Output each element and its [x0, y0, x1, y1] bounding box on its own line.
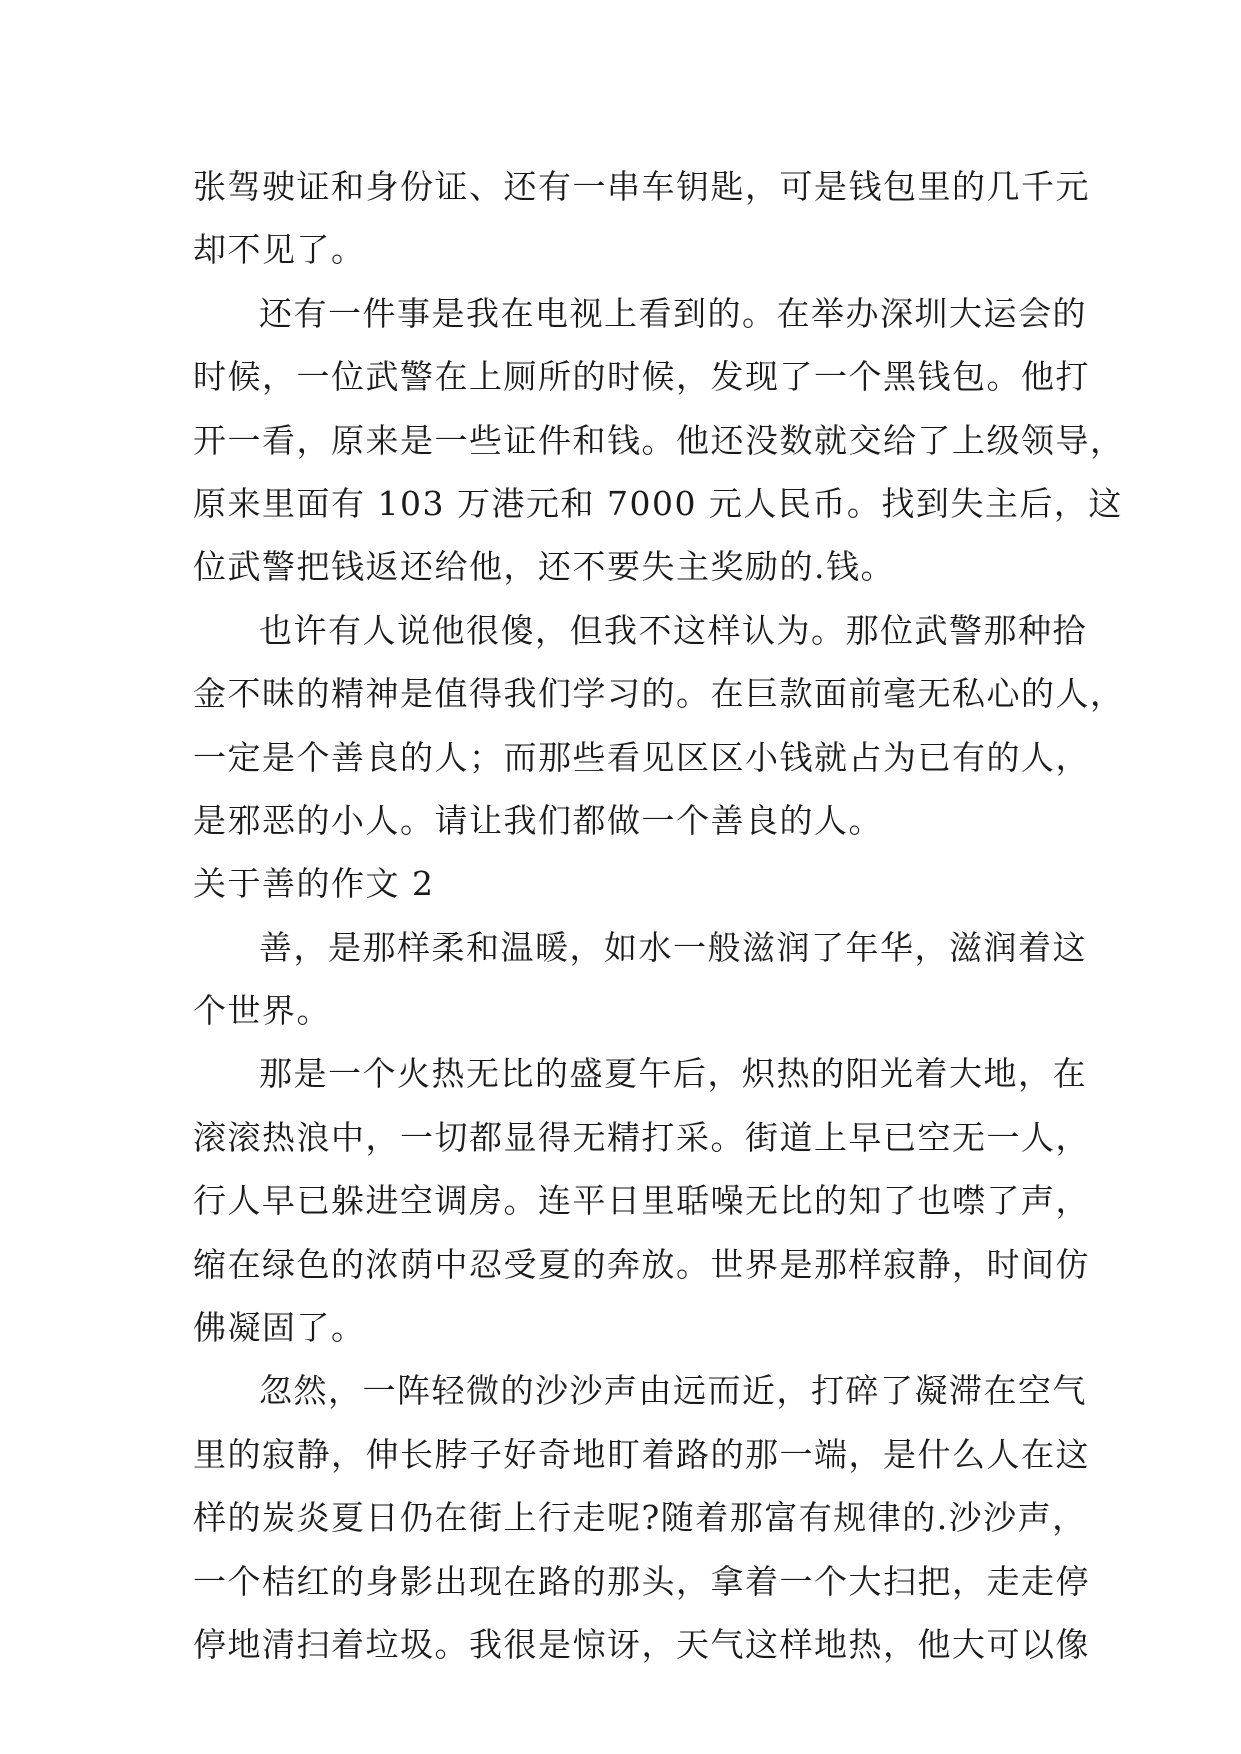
paragraph-first-line: 忽然，一阵轻微的沙沙声由远而近，打碎了凝滞在空气: [259, 1371, 1087, 1411]
text-line: 原来里面有 103 万港元和 7000 元人民币。找到失主后，这: [193, 483, 1123, 523]
text-line: 停地清扫着垃圾。我很是惊讶，天气这样地热，他大可以像: [193, 1624, 1090, 1664]
text-line: 是邪恶的小人。请让我们都做一个善良的人。: [193, 800, 883, 840]
text-line: 里的寂静，伸长脖子好奇地盯着路的那一端，是什么人在这: [193, 1434, 1090, 1474]
text-line: 时候，一位武警在上厕所的时候，发现了一个黑钱包。他打: [193, 357, 1090, 397]
text-line: 一个桔红的身影出现在路的那头，拿着一个大扫把，走走停: [193, 1561, 1090, 1601]
document-body: [193, 155, 1125, 1676]
text-line: 金不昧的精神是值得我们学习的。在巨款面前毫无私心的人，: [193, 674, 1125, 714]
text-line: 缩在绿色的浓荫中忍受夏的奔放。世界是那样寂静，时间仿: [193, 1244, 1090, 1284]
text-line: 开一看，原来是一些证件和钱。他还没数就交给了上级领导，: [193, 420, 1125, 460]
text-line: 佛凝固了。: [193, 1308, 366, 1348]
paragraph-first-line: 还有一件事是我在电视上看到的。在举办深圳大运会的: [259, 293, 1087, 333]
text-line: 个世界。: [193, 991, 331, 1031]
paragraph-first-line: 也许有人说他很傻，但我不这样认为。那位武警那种拾: [259, 610, 1087, 650]
text-line: 位武警把钱返还给他，还不要失主奖励的.钱。: [193, 547, 895, 587]
text-line: 样的炭炎夏日仍在街上行走呢?随着那富有规律的.沙沙声，: [193, 1498, 1087, 1538]
paragraph-first-line: 那是一个火热无比的盛夏午后，炽热的阳光着大地，在: [259, 1054, 1087, 1094]
text-line: 张驾驶证和身份证、还有一串车钥匙，可是钱包里的几千元: [193, 167, 1090, 206]
text-line: 一定是个善良的人；而那些看见区区小钱就占为已有的人，: [193, 737, 1090, 777]
text-line: 却不见了。: [193, 230, 366, 270]
text-line: 滚滚热浪中，一切都显得无精打采。街道上早已空无一人，: [193, 1117, 1090, 1157]
paragraph-first-line: 善，是那样柔和温暖，如水一般滋润了年华，滋润着这: [259, 927, 1087, 967]
text-line: 关于善的作文 2: [193, 864, 435, 904]
text-line: 行人早已躲进空调房。连平日里聒噪无比的知了也噤了声，: [193, 1181, 1090, 1221]
